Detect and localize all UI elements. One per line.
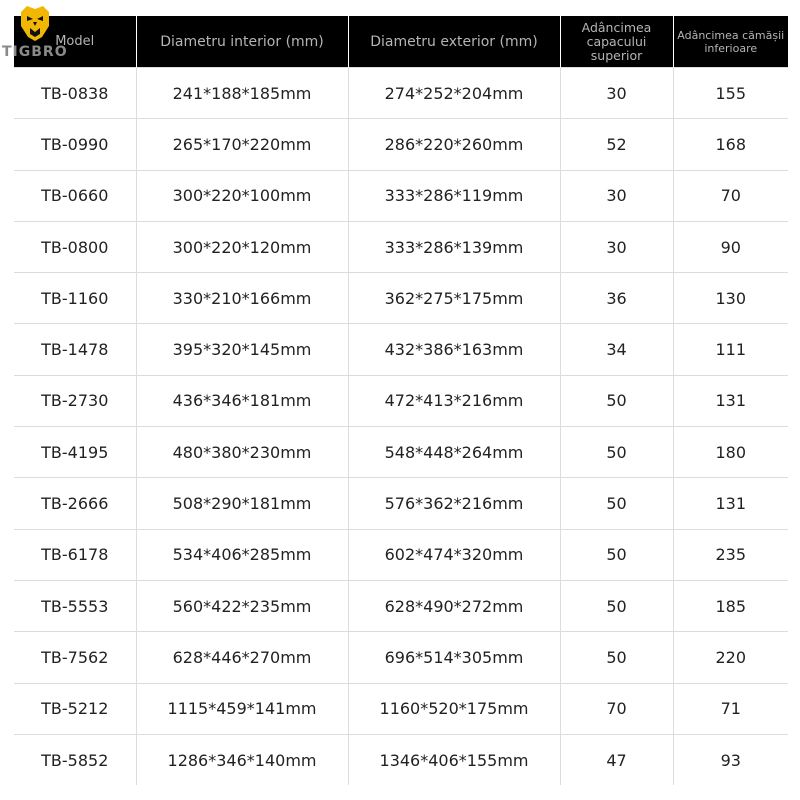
cell-bottom-depth: 70 xyxy=(673,170,788,221)
cell-inner-diameter: 241*188*185mm xyxy=(136,68,348,119)
cell-bottom-depth: 168 xyxy=(673,119,788,170)
cell-bottom-depth: 235 xyxy=(673,529,788,580)
cell-outer-diameter: 333*286*119mm xyxy=(348,170,560,221)
header-outer-diameter: Diametru exterior (mm) xyxy=(348,16,560,68)
table-row xyxy=(14,273,788,324)
cell-model: TB-6178 xyxy=(14,529,136,580)
lion-logo-icon xyxy=(18,4,52,44)
cell-outer-diameter: 274*252*204mm xyxy=(348,68,560,119)
cell-model: TB-0838 xyxy=(14,68,136,119)
cell-inner-diameter: 534*406*285mm xyxy=(136,529,348,580)
table-row xyxy=(14,119,788,170)
cell-inner-diameter: 628*446*270mm xyxy=(136,632,348,683)
cell-model: TB-0660 xyxy=(14,170,136,221)
cell-outer-diameter: 576*362*216mm xyxy=(348,478,560,529)
cell-top-lid-depth: 50 xyxy=(560,580,673,631)
cell-top-lid-depth: 70 xyxy=(560,683,673,734)
cell-model: TB-2666 xyxy=(14,478,136,529)
cell-model: TB-4195 xyxy=(14,427,136,478)
table-row xyxy=(14,529,788,580)
cell-outer-diameter: 1346*406*155mm xyxy=(348,734,560,785)
cell-inner-diameter: 560*422*235mm xyxy=(136,580,348,631)
cell-inner-diameter: 300*220*120mm xyxy=(136,221,348,272)
cell-inner-diameter: 436*346*181mm xyxy=(136,375,348,426)
cell-bottom-depth: 71 xyxy=(673,683,788,734)
cell-model: TB-0990 xyxy=(14,119,136,170)
cell-bottom-depth: 93 xyxy=(673,734,788,785)
cell-inner-diameter: 330*210*166mm xyxy=(136,273,348,324)
cell-bottom-depth: 185 xyxy=(673,580,788,631)
cell-outer-diameter: 432*386*163mm xyxy=(348,324,560,375)
cell-bottom-depth: 131 xyxy=(673,375,788,426)
table-row xyxy=(14,734,788,785)
cell-model: TB-5212 xyxy=(14,683,136,734)
cell-top-lid-depth: 34 xyxy=(560,324,673,375)
cell-outer-diameter: 602*474*320mm xyxy=(348,529,560,580)
cell-model: TB-5852 xyxy=(14,734,136,785)
cell-bottom-depth: 131 xyxy=(673,478,788,529)
cell-top-lid-depth: 30 xyxy=(560,221,673,272)
cell-top-lid-depth: 30 xyxy=(560,170,673,221)
cell-bottom-depth: 220 xyxy=(673,632,788,683)
header-row xyxy=(14,16,788,68)
header-top-lid-depth: Adâncimea capacului superior xyxy=(560,16,673,68)
cell-model: TB-1478 xyxy=(14,324,136,375)
header-model: Model xyxy=(14,16,136,68)
header-bottom-depth: Adâncimea cămășii inferioare xyxy=(673,16,788,68)
cell-inner-diameter: 508*290*181mm xyxy=(136,478,348,529)
cell-inner-diameter: 1286*346*140mm xyxy=(136,734,348,785)
brand-name: TIGBRO xyxy=(2,44,68,60)
table-row xyxy=(14,221,788,272)
cell-inner-diameter: 265*170*220mm xyxy=(136,119,348,170)
cell-model: TB-2730 xyxy=(14,375,136,426)
cell-outer-diameter: 362*275*175mm xyxy=(348,273,560,324)
cell-bottom-depth: 111 xyxy=(673,324,788,375)
cell-bottom-depth: 180 xyxy=(673,427,788,478)
cell-bottom-depth: 130 xyxy=(673,273,788,324)
table-row xyxy=(14,375,788,426)
cell-outer-diameter: 1160*520*175mm xyxy=(348,683,560,734)
cell-model: TB-5553 xyxy=(14,580,136,631)
cell-inner-diameter: 395*320*145mm xyxy=(136,324,348,375)
cell-top-lid-depth: 36 xyxy=(560,273,673,324)
table-row xyxy=(14,324,788,375)
cell-top-lid-depth: 30 xyxy=(560,68,673,119)
table-row xyxy=(14,170,788,221)
table-row xyxy=(14,427,788,478)
cell-outer-diameter: 628*490*272mm xyxy=(348,580,560,631)
cell-top-lid-depth: 52 xyxy=(560,119,673,170)
table-row xyxy=(14,683,788,734)
cell-outer-diameter: 472*413*216mm xyxy=(348,375,560,426)
cell-inner-diameter: 300*220*100mm xyxy=(136,170,348,221)
cell-top-lid-depth: 50 xyxy=(560,427,673,478)
cell-bottom-depth: 90 xyxy=(673,221,788,272)
table-row xyxy=(14,478,788,529)
cell-outer-diameter: 286*220*260mm xyxy=(348,119,560,170)
cell-model: TB-0800 xyxy=(14,221,136,272)
header-inner-diameter: Diametru interior (mm) xyxy=(136,16,348,68)
table-row xyxy=(14,68,788,119)
cell-top-lid-depth: 47 xyxy=(560,734,673,785)
cell-top-lid-depth: 50 xyxy=(560,478,673,529)
brand-logo xyxy=(0,0,80,66)
cell-inner-diameter: 1115*459*141mm xyxy=(136,683,348,734)
cell-top-lid-depth: 50 xyxy=(560,529,673,580)
spec-table xyxy=(14,16,788,785)
cell-inner-diameter: 480*380*230mm xyxy=(136,427,348,478)
cell-bottom-depth: 155 xyxy=(673,68,788,119)
cell-outer-diameter: 333*286*139mm xyxy=(348,221,560,272)
cell-model: TB-7562 xyxy=(14,632,136,683)
table-row xyxy=(14,632,788,683)
cell-outer-diameter: 696*514*305mm xyxy=(348,632,560,683)
cell-top-lid-depth: 50 xyxy=(560,375,673,426)
table-row xyxy=(14,580,788,631)
cell-top-lid-depth: 50 xyxy=(560,632,673,683)
cell-outer-diameter: 548*448*264mm xyxy=(348,427,560,478)
cell-model: TB-1160 xyxy=(14,273,136,324)
